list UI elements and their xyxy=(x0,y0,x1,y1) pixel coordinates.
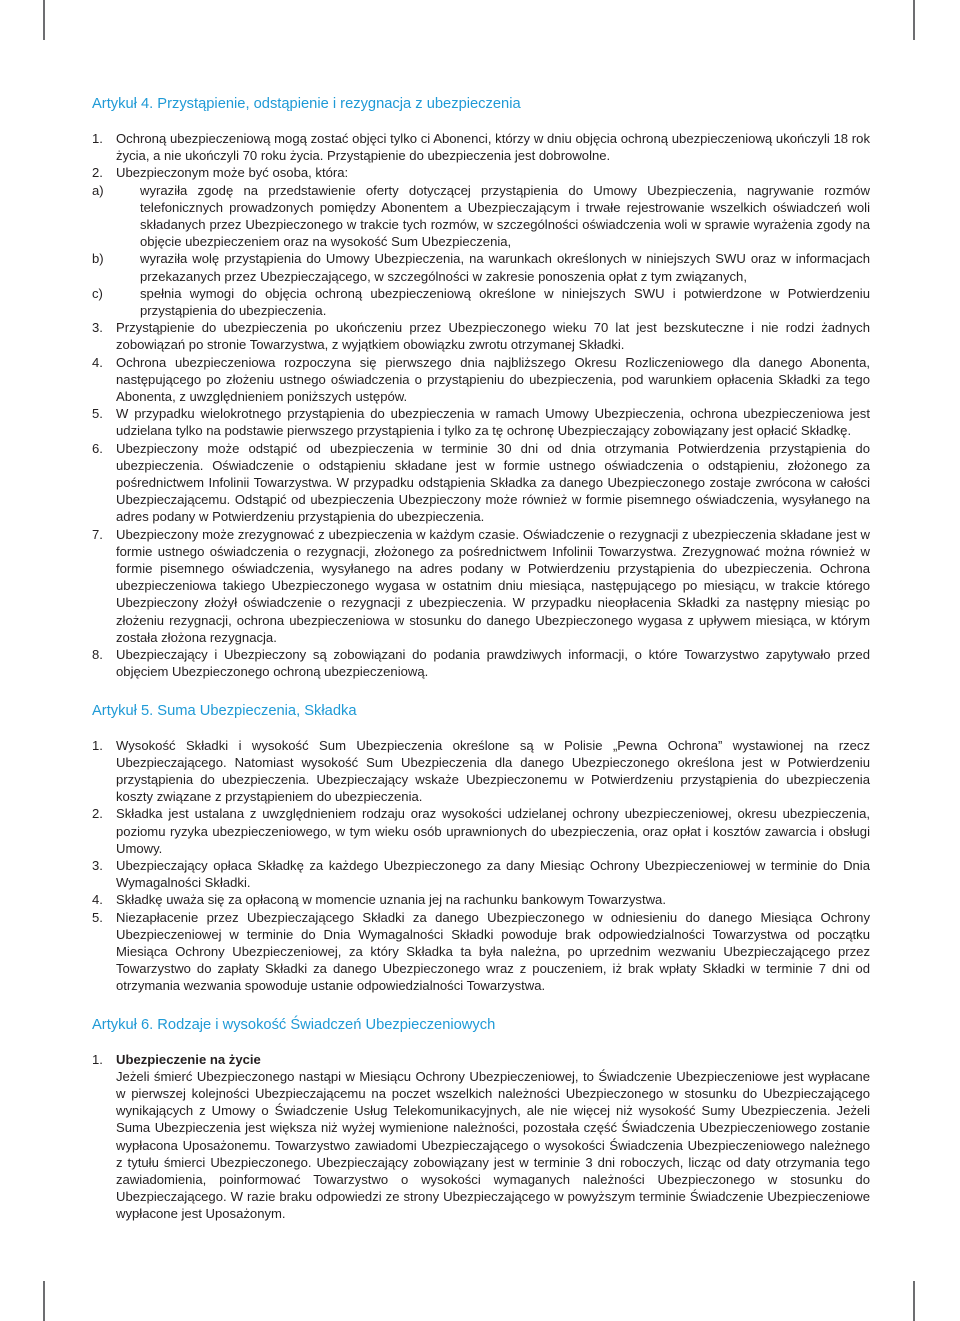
sub-item-letter: b) xyxy=(92,251,104,267)
sub-list xyxy=(92,182,870,320)
list-item xyxy=(92,737,870,806)
item-text: Ubezpieczony może zrezygnować z ubezpieczenia w każdym czasie. Oświadczenie o rezygnacji z ubezpieczenia składane jest w formie ustnego oświadczenia o rezygnacji, złożonego za pośrednictwem Infolinii Towarzystwa. Zrezygnować można również w formie pisemnego oświadczenia, wysyłanego na adres podany w Potwierdzeniu przystąpienia do ubezpieczenia. Ochrona ubezpieczeniowa takiego Ubezpieczonego wygasa w ostatnim dniu miesiąca, następującego po miesiącu, w trakcie którego Ubezpieczony złożył oświadczenie o rezygnacji z ubezpieczenia. W przypadku nieopłacenia Składki za następny miesiąc po złożeniu rezygnacji, ochrona ubezpieczeniowa w stosunku do danego Ubezpieczonego wygasa z upływem miesiąca, w którym została złożona rezygnacja. xyxy=(116,526,870,645)
article-5 xyxy=(92,701,870,995)
item-number: 2. xyxy=(92,806,103,822)
list-item xyxy=(92,526,870,646)
item-text: Ochrona ubezpieczeniowa rozpoczyna się pierwszego dnia najbliższego Okresu Rozliczeniowego dla danego Abonenta, następującego po złożeniu ustnego oświadczenia o przystąpieniu do ubezpieczenia, pod warunkiem opłacenia Składki za tego Abonenta, z uwzględnieniem poniższych ustępów. xyxy=(116,354,870,405)
list-item xyxy=(92,130,870,164)
item-text: Ubezpieczony może odstąpić od ubezpieczenia w terminie 30 dni od dnia otrzymania Potwierdzenia przystąpienia do ubezpieczenia. Oświadczenie o odstąpieniu składane jest w formie ustnego oświadczenia o odstąpieniu, złożonego za pośrednictwem Infolinii Towarzystwa. W przypadku odstąpienia Składka za danego Ubezpieczonego zostaje zwrócona w całości Ubezpieczającemu. Odstąpić od ubezpieczenia Ubezpieczony może również w formie pisemnego oświadczenia, wysyłanego na adres podany w Potwierdzeniu przystąpienia do ubezpieczenia. xyxy=(116,440,870,525)
crop-mark-top-left xyxy=(43,0,45,40)
sub-item-letter: a) xyxy=(92,182,104,198)
article-4 xyxy=(92,94,870,681)
item-text: Przystąpienie do ubezpieczenia po ukończeniu przez Ubezpieczonego wieku 70 lat jest bezskuteczne i nie rodzi żadnych zobowiązań po stronie Towarzystwa, z wyjątkiem obowiązku zwrotu otrzymanej Składki. xyxy=(116,320,870,353)
item-number: 8. xyxy=(92,647,103,663)
list-item xyxy=(92,1051,870,1223)
list-item xyxy=(92,354,870,406)
item-number: 2. xyxy=(92,165,103,181)
item-text: Jeżeli śmierć Ubezpieczonego nastąpi w Miesiącu Ochrony Ubezpieczeniowej, to Świadczenie Ubezpieczeniowe jest wypłacane w pierwszej kolejności Ubezpieczającemu na poczet wszelkich należności Ubezpieczonego w stosunku do Ubezpieczającego wynikających z Umowy o Świadczenie Usług Telekomunikacyjnych, ale nie więcej niż wysokość Sumy Ubezpieczenia. Jeżeli Suma Ubezpieczenia jest większa niż wyżej wymienione należności, pozostała część Świadczenia Ubezpieczeniowego zostanie wypłacona Uposażonemu. Towarzystwo zawiadomi Ubezpieczającego o wysokości Świadczenia Ubezpieczeniowego należnego z tytułu śmierci Ubezpieczonego. Ubezpieczający zobowiązany jest w terminie 3 dni roboczych, licząc od daty otrzymania tego zawiadomienia, poinformować Towarzystwo o wysokości wymaganych należności Ubezpieczonego w stosunku do Ubezpieczającego. W razie braku odpowiedzi ze strony Ubezpieczającego w powyższym terminie Świadczenie Ubezpieczeniowe wypłacone jest Uposażonym. xyxy=(116,1068,870,1222)
article-6-list xyxy=(92,1051,870,1223)
list-item xyxy=(92,646,870,680)
article-6-title: Artykuł 6. Rodzaje i wysokość Świadczeń Ubezpieczeniowych xyxy=(92,1016,496,1033)
item-text: Niezapłacenie przez Ubezpieczającego Składki za danego Ubezpieczonego w odniesieniu do danego Miesiąca Ochrony Ubezpieczeniowej w terminie do Dnia Wymagalności Składki powoduje brak odpowiedzialności Towarzystwa od początku Miesiąca Ochrony Ubezpieczeniowej, za który Składka ta była należna, po uprzednim wezwaniu Ubezpieczającego przez Towarzystwo do zapłaty Składki za danego Ubezpieczonego wraz z pouczeniem, iż brak wpłaty Składki w terminie 7 dni od otrzymania wezwania spowoduje ustanie odpowiedzialności Towarzystwa. xyxy=(116,909,870,994)
article-4-list xyxy=(92,130,870,681)
list-item xyxy=(92,319,870,353)
item-number: 7. xyxy=(92,526,103,542)
article-5-title: Artykuł 5. Suma Ubezpieczenia, Składka xyxy=(92,702,357,719)
item-number: 4. xyxy=(92,354,103,370)
article-5-list xyxy=(92,737,870,995)
item-number: 1. xyxy=(92,737,103,753)
list-item xyxy=(92,909,870,995)
item-text: Ochroną ubezpieczeniową mogą zostać objęci tylko ci Abonenci, którzy w dniu objęcia ochroną ubezpieczeniową ukończyli 18 rok życia, a nie ukończyli 70 roku życia. Przystąpienie do ubezpieczenia jest dobrowolne. xyxy=(116,131,870,164)
list-item xyxy=(92,805,870,857)
item-number: 4. xyxy=(92,892,103,908)
sub-list-item xyxy=(92,250,870,284)
list-item xyxy=(92,405,870,439)
sub-item-text: spełnia wymogi do objęcia ochroną ubezpieczeniową określone w niniejszych SWU i potwierdzone w Potwierdzeniu przystąpienia do ubezpieczenia. xyxy=(140,285,870,319)
item-number: 6. xyxy=(92,440,103,456)
article-4-title: Artykuł 4. Przystąpienie, odstąpienie i rezygnacja z ubezpieczenia xyxy=(92,96,521,112)
item-text: Ubezpieczający i Ubezpieczony są zobowiązani do podania prawdziwych informacji, o które Towarzystwo zapytywało przed objęciem Ubezpieczonego ochroną ubezpieczeniową. xyxy=(116,647,870,680)
item-text: Ubezpieczonym może być osoba, która: xyxy=(116,165,349,181)
item-number: 3. xyxy=(92,857,103,873)
crop-mark-top-right xyxy=(913,0,915,40)
item-heading: Ubezpieczenie na życie xyxy=(116,1051,261,1067)
item-text: Wysokość Składki i wysokość Sum Ubezpieczenia określone są w Polisie „Pewna Ochrona” wystawionej na rzecz Ubezpieczającego. Natomiast wysokość Sum Ubezpieczenia dla danego Ubezpieczonego określona jest w Potwierdzeniu przystąpienia do ubezpieczenia. Ubezpieczający wskaże Ubezpieczonemu w Potwierdzeniu przystąpienia do ubezpieczenia koszty związane z przystąpieniem do ubezpieczenia. xyxy=(116,737,870,805)
item-number: 1. xyxy=(92,131,103,146)
item-number: 5. xyxy=(92,406,103,422)
document-page xyxy=(92,94,870,1223)
item-number: 1. xyxy=(92,1051,103,1067)
item-text: Składka jest ustalana z uwzględnieniem rodzaju oraz wysokości udzielanej ochrony ubezpieczeniowej, okresu ubezpieczenia, poziomu ryzyka ubezpieczeniowego, w tym wieku osób uprawnionych do ubezpieczenia, oraz opłat i kosztów zawarcia i obsługi Umowy. xyxy=(116,806,870,856)
crop-mark-bottom-left xyxy=(43,1281,45,1321)
sub-item-text: wyraziła wolę przystąpienia do Umowy Ubezpieczenia, na warunkach określonych w niniejszych SWU oraz w informacjach przekazanych przez Ubezpieczającego, w szczególności w zakresie ponoszenia opłat z tym związanych, xyxy=(140,251,870,284)
item-text: W przypadku wielokrotnego przystąpienia do ubezpieczenia w ramach Umowy Ubezpieczenia, ochrona ubezpieczeniowa jest udzielana tylko na podstawie pierwszego przystąpienia i tylko za tę ochronę Ubezpieczający zobowiązany jest opłacić Składkę. xyxy=(116,406,870,439)
list-item xyxy=(92,164,870,319)
item-number: 5. xyxy=(92,909,103,925)
sub-list-item xyxy=(92,285,870,319)
item-number: 3. xyxy=(92,320,103,336)
list-item xyxy=(92,857,870,891)
list-item xyxy=(92,440,870,526)
article-6 xyxy=(92,1015,870,1223)
sub-item-text: wyraziła zgodę na przedstawienie oferty dotyczącej przystąpienia do Umowy Ubezpieczenia, nagrywanie rozmów telefonicznych prowadzonych pomiędzy Abonentem a Ubezpieczającym i trwałe rejestrowanie wszelkich oświadczeń woli składanych przez Ubezpieczonego w trakcie tych rozmów, w szczególności oświadczenia woli w sprawie wyrażenia zgody na objęcie ubezpieczeniem oraz na wysokość Sum Ubezpieczenia, xyxy=(140,182,870,250)
sub-list-item xyxy=(92,182,870,251)
crop-mark-bottom-right xyxy=(913,1281,915,1321)
sub-item-letter: c) xyxy=(92,285,103,301)
item-text: Ubezpieczający opłaca Składkę za każdego Ubezpieczonego za dany Miesiąc Ochrony Ubezpieczeniowej w terminie do Dnia Wymagalności Składki. xyxy=(116,857,870,891)
item-text: Składkę uważa się za opłaconą w momencie uznania jej na rachunku bankowym Towarzystwa. xyxy=(116,892,666,908)
list-item xyxy=(92,891,870,908)
